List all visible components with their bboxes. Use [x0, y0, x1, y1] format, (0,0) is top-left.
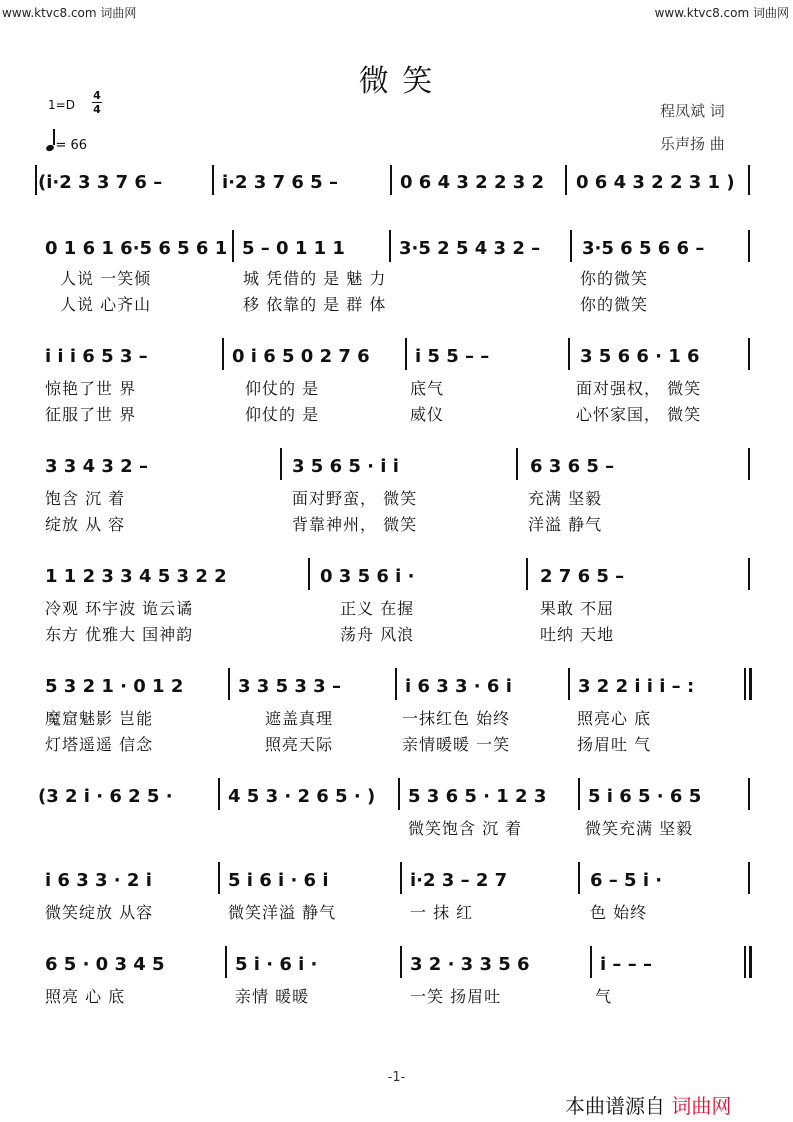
lyric-line: 吐纳 天地	[540, 625, 615, 644]
melody-measure: 3 3 5 3 3 –	[238, 676, 341, 697]
melody-measure: (3 2 i · 6 2 5 ·	[38, 786, 173, 807]
source-credit[interactable]	[565, 1090, 731, 1119]
melody-measure: 3·5 6 5 6 6 –	[582, 238, 705, 259]
lyric-line: 照亮 心 底	[45, 987, 126, 1006]
lyric-line: 亲情暖暖 一笑	[402, 735, 511, 754]
lyric-line: 冷观 环宇波 诡云谲	[45, 599, 194, 618]
lyric-line: 一 抹 红	[410, 903, 474, 922]
lyric-line: 移 依靠的 是 群 体	[243, 295, 387, 314]
melody-measure: 3 3 4 3 2 –	[45, 456, 148, 477]
lyric-line: 威仪	[410, 405, 445, 424]
lyric-line: 绽放 从 容	[45, 515, 126, 534]
lyric-line: 城 凭借的 是 魅 力	[243, 269, 387, 288]
lyric-line: 遮盖真理	[265, 709, 334, 728]
melody-measure: (i·2 3 3 7 6 –	[38, 172, 163, 193]
lyric-line: 微笑充满 坚毅	[585, 819, 694, 838]
melody-measure: i – – –	[600, 954, 652, 975]
melody-measure: 3 5 6 6 · 1 6	[580, 346, 700, 367]
lyric-line: 灯塔遥遥 信念	[45, 735, 154, 754]
melody-measure: 0 6 4 3 2 2 3 2	[400, 172, 545, 193]
lyric-line: 微笑饱含 沉 着	[408, 819, 523, 838]
lyric-line: 洋溢 静气	[528, 515, 603, 534]
lyric-line: 一抹红色 始终	[402, 709, 511, 728]
composer-credit: 乐声扬 曲	[660, 135, 725, 153]
lyric-line: 人说 一笑倾	[60, 269, 152, 288]
site-watermark-right[interactable]: www.ktvc8.com 词曲网	[654, 6, 789, 20]
lyric-line: 扬眉吐 气	[577, 735, 652, 754]
melody-measure: 3 2 2 i i i – :	[578, 676, 695, 697]
lyric-line: 一笑 扬眉吐	[410, 987, 502, 1006]
lyric-line: 你的微笑	[580, 269, 649, 288]
melody-measure: 6 5 · 0 3 4 5	[45, 954, 165, 975]
lyric-line: 亲情 暖暖	[235, 987, 310, 1006]
lyric-line: 底气	[410, 379, 445, 398]
melody-measure: 1 1 2 3 3 4 5 3 2 2	[45, 566, 227, 587]
lyric-line: 照亮心 底	[577, 709, 652, 728]
lyricist-credit: 程凤斌 词	[660, 102, 725, 120]
site-watermark-left[interactable]: www.ktvc8.com 词曲网	[2, 6, 137, 20]
melody-measure: 3·5 2 5 4 3 2 –	[399, 238, 541, 259]
time-signature-bottom: 4	[93, 103, 101, 116]
melody-measure: 5 3 2 1 · 0 1 2	[45, 676, 184, 697]
melody-measure: i·2 3 7 6 5 –	[222, 172, 338, 193]
lyric-line: 人说 心齐山	[60, 295, 152, 314]
lyric-line: 果敢 不屈	[540, 599, 615, 618]
lyric-line: 面对野蛮， 微笑	[292, 489, 418, 508]
melody-measure: 4 5 3 · 2 6 5 · )	[228, 786, 376, 807]
melody-measure: 0 i 6 5 0 2 7 6	[232, 346, 370, 367]
lyric-line: 正义 在握	[340, 599, 415, 618]
melody-measure: 0 6 4 3 2 2 3 1 )	[576, 172, 735, 193]
melody-measure: i 6 3 3 · 6 i	[405, 676, 512, 697]
lyric-line: 你的微笑	[580, 295, 649, 314]
source-site-link: 词曲网	[671, 1094, 732, 1118]
lyric-line: 背靠神州， 微笑	[292, 515, 418, 534]
melody-measure: 6 – 5 i ·	[590, 870, 663, 891]
page-number: -1-	[387, 1070, 406, 1085]
lyric-line: 微笑绽放 从容	[45, 903, 154, 922]
lyric-line: 气	[595, 987, 613, 1006]
melody-measure: i·2 3 – 2 7	[410, 870, 508, 891]
lyric-line: 惊艳了世 界	[45, 379, 137, 398]
lyric-line: 魔窟魅影 岂能	[45, 709, 154, 728]
lyric-line: 征服了世 界	[45, 405, 137, 424]
melody-measure: 3 2 · 3 3 5 6	[410, 954, 530, 975]
lyric-line: 面对强权， 微笑	[576, 379, 702, 398]
lyric-line: 色 始终	[590, 903, 648, 922]
melody-measure: 0 1 6 1 6·5 6 5 6 1	[45, 238, 228, 259]
lyric-line: 仰仗的 是	[245, 405, 320, 424]
lyric-line: 荡舟 风浪	[340, 625, 415, 644]
melody-measure: i i i 6 5 3 –	[45, 346, 148, 367]
lyric-line: 心怀家国， 微笑	[576, 405, 702, 424]
melody-measure: 5 – 0 1 1 1	[242, 238, 345, 259]
lyric-line: 微笑洋溢 静气	[228, 903, 337, 922]
time-signature	[92, 90, 102, 115]
lyric-line: 饱含 沉 着	[45, 489, 126, 508]
lyric-line: 照亮天际	[265, 735, 334, 754]
lyric-line: 东方 优雅大 国神韵	[45, 625, 194, 644]
key-signature: 1=D	[48, 98, 75, 112]
song-title: 微 笑	[358, 64, 435, 99]
melody-measure: i 5 5 – –	[415, 346, 490, 367]
melody-measure: 5 3 6 5 · 1 2 3	[408, 786, 547, 807]
lyric-line: 充满 坚毅	[528, 489, 603, 508]
source-prefix: 本曲谱源自	[565, 1094, 665, 1118]
melody-measure: 6 3 6 5 –	[530, 456, 615, 477]
melody-measure: 5 i 6 5 · 6 5	[588, 786, 702, 807]
melody-measure: 2 7 6 5 –	[540, 566, 625, 587]
quarter-note-icon	[45, 144, 55, 152]
melody-measure: i 6 3 3 · 2 i	[45, 870, 152, 891]
lyric-line: 仰仗的 是	[245, 379, 320, 398]
melody-measure: 3 5 6 5 · i i	[292, 456, 399, 477]
time-signature-top: 4	[93, 89, 101, 102]
melody-measure: 5 i · 6 i ·	[235, 954, 318, 975]
melody-measure: 5 i 6 i · 6 i	[228, 870, 329, 891]
melody-measure: 0 3 5 6 i ·	[320, 566, 415, 587]
tempo-marking: = 66	[46, 133, 87, 153]
